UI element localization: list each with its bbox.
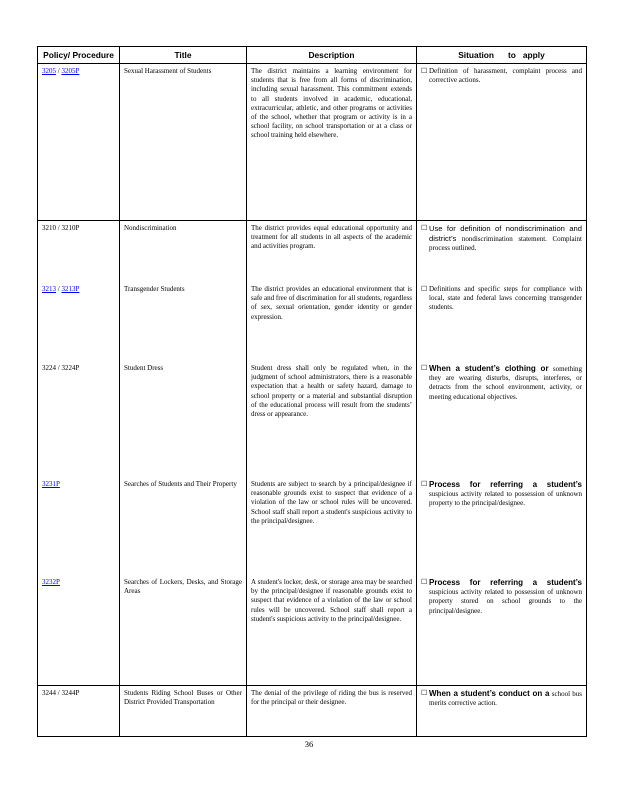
table-row <box>38 64 587 221</box>
situation-lead: Process for referring a student’s <box>429 578 582 587</box>
table-header-row <box>38 47 587 64</box>
situation-text: Definitions and specific steps for compliance with local, state and federal laws concerning transgender students. <box>429 285 582 312</box>
policy-cell <box>38 686 120 737</box>
procedure-link[interactable]: 3231P <box>42 480 60 488</box>
header-title: Title <box>120 47 247 64</box>
policy-number: 3244 / 3244P <box>42 689 80 697</box>
policy-number: 3224 / 3224P <box>42 364 80 372</box>
title-cell: Transgender Students <box>120 282 247 361</box>
policy-cell <box>38 64 120 221</box>
bullet-box-icon: ☐ <box>421 689 428 697</box>
bullet-box-icon: ☐ <box>421 480 428 488</box>
table-row <box>38 686 587 737</box>
situation-lead: When a student’s conduct on a <box>429 689 550 698</box>
situation-text: Definition of harassment, complaint process and corrective actions. <box>429 67 582 85</box>
procedure-link[interactable]: 3205P <box>61 67 80 75</box>
table-row <box>38 477 587 575</box>
situation-cell <box>417 282 587 361</box>
bullet-box-icon: ☐ <box>421 364 428 372</box>
situation-cell <box>417 686 587 737</box>
page-number: 36 <box>304 739 314 749</box>
procedure-link[interactable]: 3232P <box>42 578 60 586</box>
situation-cell <box>417 575 587 686</box>
title-cell: Sexual Harassment of Students <box>120 64 247 221</box>
table-row <box>38 221 587 283</box>
bullet-box-icon: ☐ <box>421 578 428 586</box>
description-cell: The district maintains a learning environment for students that is free from all forms of discrimination, including sexual harassment. This commitment extends to all students involved in academic, educational, extracurricular, athletic, and other programs or activities of the school, whether that program or activity is in a school facility, on school transportation or at a class or school training held elsewhere. <box>247 64 417 221</box>
situation-text: nondiscrimination statement. Complaint process outlined. <box>429 235 582 253</box>
title-cell: Nondiscrimination <box>120 221 247 283</box>
bullet-box-icon: ☐ <box>421 67 428 75</box>
table-row <box>38 575 587 686</box>
description-cell: Student dress shall only be regulated when, in the judgment of school administrators, there is a reasonable expectation that a health or safety hazard, damage to school property or a material and substantial disruption of the educational process will result from the students’ dress or appearance. <box>247 361 417 477</box>
procedure-link[interactable]: 3213P <box>61 285 80 293</box>
header-policy: Policy/ Procedure <box>38 47 120 64</box>
description-cell: A student's locker, desk, or storage area may be searched by the principal/designee if reasonable grounds exist to suspect that evidence of a violation of the law or school rules will be uncovered. School staff shall report a student's suspicious activity to the principal/designee. <box>247 575 417 686</box>
situation-cell <box>417 221 587 283</box>
header-description: Description <box>247 47 417 64</box>
policy-cell <box>38 477 120 575</box>
header-situation: Situation to apply <box>417 47 587 64</box>
situation-cell <box>417 64 587 221</box>
situation-lead: Use for definition of nondiscrimination and district’s <box>429 224 582 244</box>
policy-cell <box>38 221 120 283</box>
situation-text: something they are wearing disturbs, disrupts, interferes, or detracts from the school environment, activity, or meeting educational objectives. <box>429 365 583 401</box>
policy-link[interactable]: 3213 <box>42 285 56 293</box>
policy-separator: / <box>56 285 62 293</box>
policy-cell <box>38 282 120 361</box>
policy-link[interactable]: 3205 <box>42 67 56 75</box>
title-cell: Student Dress <box>120 361 247 477</box>
situation-text: school bus merits corrective action. <box>429 690 583 708</box>
description-cell: Students are subject to search by a principal/designee if reasonable grounds exist to suspect that evidence of a violation of the law or school rules will be uncovered. School staff shall report a student's suspicious activity to the principal/designee. <box>247 477 417 575</box>
situation-lead: When a student’s clothing or <box>429 364 549 373</box>
situation-text: suspicious activity related to possession of unknown property stored on school grounds to the principal/designee. <box>429 588 582 615</box>
policy-cell <box>38 361 120 477</box>
policy-cell <box>38 575 120 686</box>
policy-separator: / <box>56 67 62 75</box>
situation-cell <box>417 361 587 477</box>
table-row <box>38 282 587 361</box>
title-cell: Students Riding School Buses or Other District Provided Transportation <box>120 686 247 737</box>
policy-table <box>37 46 587 737</box>
description-cell: The district provides an educational environment that is safe and free of discrimination for all students, regardless of sex, sexual orientation, gender identity or gender expression. <box>247 282 417 361</box>
description-cell: The denial of the privilege of riding the bus is reserved for the principal or their designee. <box>247 686 417 737</box>
situation-lead: Process for referring a student’s <box>429 480 582 489</box>
policy-number: 3210 / 3210P <box>42 224 80 232</box>
description-cell: The district provides equal educational opportunity and treatment for all students in all aspects of the academic and activities program. <box>247 221 417 283</box>
bullet-box-icon: ☐ <box>421 285 428 293</box>
title-cell: Searches of Lockers, Desks, and Storage Areas <box>120 575 247 686</box>
table-row <box>38 361 587 477</box>
situation-cell <box>417 477 587 575</box>
bullet-box-icon: ☐ <box>421 224 428 232</box>
title-cell: Searches of Students and Their Property <box>120 477 247 575</box>
situation-text: suspicious activity related to possession of unknown property to the principal/designee. <box>429 490 582 508</box>
